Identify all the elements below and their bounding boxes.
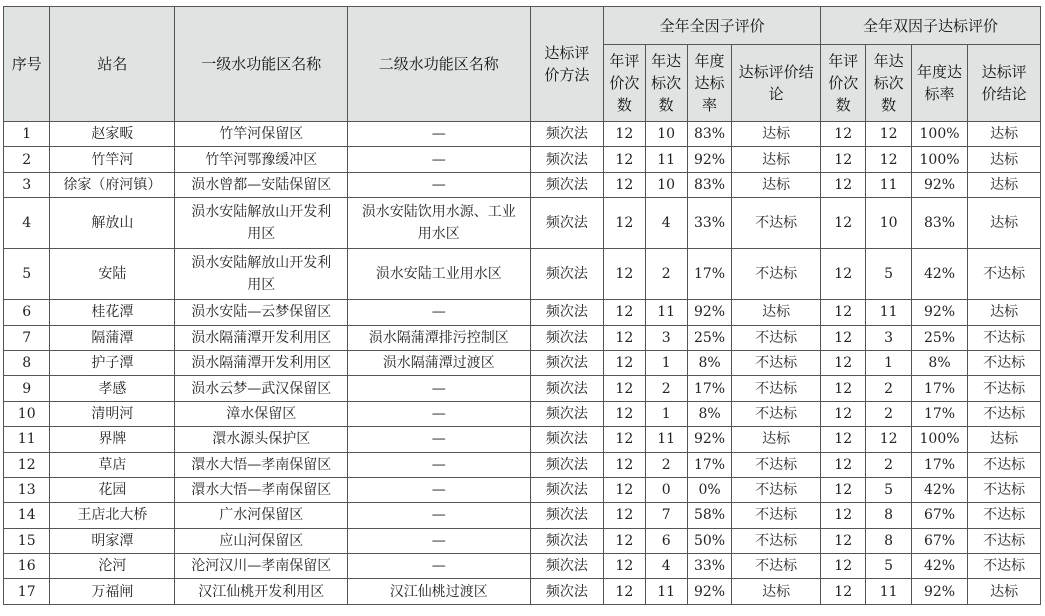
table-row [4,350,1041,375]
cell-all-pass-count: 0 [645,477,687,502]
cell-dual-pass-count: 2 [866,452,911,477]
table-row [4,503,1041,528]
cell-dual-eval-count: 12 [821,249,866,300]
cell-dual-eval-count: 12 [821,427,866,452]
cell-all-eval-count: 12 [604,528,645,553]
table-row [4,528,1041,553]
cell-all-pass-rate: 17% [687,452,731,477]
cell-all-conclusion: 不达标 [732,554,821,579]
table-container [3,6,1041,605]
cell-zone1: 沦河汉川—孝南保留区 [175,554,347,579]
cell-index: 6 [4,300,50,325]
cell-index: 13 [4,477,50,502]
cell-station: 赵家畈 [50,122,175,147]
cell-all-conclusion: 达标 [732,427,821,452]
cell-all-eval-count: 12 [604,477,645,502]
cell-dual-pass-count: 3 [866,325,911,350]
table-row [4,452,1041,477]
header-dual-eval-count: 年评 价次 数 [821,45,866,122]
cell-dual-pass-count: 5 [866,554,911,579]
cell-all-pass-count: 1 [645,401,687,426]
cell-zone2: — [347,427,530,452]
cell-dual-pass-count: 1 [866,350,911,375]
cell-all-pass-rate: 83% [687,172,731,197]
cell-dual-eval-count: 12 [821,198,866,249]
cell-all-eval-count: 12 [604,147,645,172]
cell-dual-pass-rate: 17% [911,452,967,477]
cell-station: 解放山 [50,198,175,249]
cell-all-pass-rate: 58% [687,503,731,528]
cell-station: 护子潭 [50,350,175,375]
cell-dual-pass-count: 11 [866,579,911,604]
cell-all-conclusion: 不达标 [732,350,821,375]
cell-zone1: 竹竿河鄂豫缓冲区 [175,147,347,172]
cell-method: 频次法 [530,249,604,300]
cell-dual-conclusion: 达标 [968,427,1041,452]
header-all-pass-rate: 年度 达标 率 [687,45,731,122]
cell-all-pass-count: 11 [645,147,687,172]
cell-dual-eval-count: 12 [821,300,866,325]
cell-all-pass-count: 7 [645,503,687,528]
cell-all-pass-count: 1 [645,350,687,375]
header-index: 序号 [4,7,50,122]
table-row [4,147,1041,172]
cell-dual-pass-count: 12 [866,122,911,147]
cell-dual-eval-count: 12 [821,401,866,426]
cell-all-eval-count: 12 [604,452,645,477]
cell-all-conclusion: 达标 [732,172,821,197]
cell-zone1: 涢水隔蒲潭开发利用区 [175,350,347,375]
cell-index: 7 [4,325,50,350]
cell-station: 沦河 [50,554,175,579]
cell-all-conclusion: 不达标 [732,477,821,502]
cell-all-pass-count: 2 [645,376,687,401]
cell-all-conclusion: 达标 [732,579,821,604]
table-row [4,249,1041,300]
cell-method: 频次法 [530,401,604,426]
header-all-pass-count: 年达 标次 数 [645,45,687,122]
cell-zone2: 涢水安陆工业用水区 [347,249,530,300]
table-row [4,300,1041,325]
cell-station: 明家潭 [50,528,175,553]
cell-all-eval-count: 12 [604,249,645,300]
cell-index: 15 [4,528,50,553]
cell-dual-pass-count: 5 [866,249,911,300]
cell-zone1: 澴水大悟—孝南保留区 [175,452,347,477]
cell-all-eval-count: 12 [604,503,645,528]
cell-method: 频次法 [530,376,604,401]
cell-dual-pass-count: 12 [866,427,911,452]
cell-zone1: 涢水隔蒲潭开发利用区 [175,325,347,350]
cell-index: 5 [4,249,50,300]
cell-zone1: 广水河保留区 [175,503,347,528]
cell-method: 频次法 [530,554,604,579]
cell-dual-conclusion: 达标 [968,172,1041,197]
table-row [4,376,1041,401]
cell-all-pass-count: 11 [645,427,687,452]
cell-index: 1 [4,122,50,147]
table-row [4,198,1041,249]
table-row [4,122,1041,147]
cell-method: 频次法 [530,528,604,553]
cell-station: 徐家（府河镇） [50,172,175,197]
cell-dual-conclusion: 达标 [968,579,1041,604]
cell-index: 9 [4,376,50,401]
cell-dual-pass-rate: 25% [911,325,967,350]
cell-dual-conclusion: 达标 [968,122,1041,147]
cell-dual-pass-rate: 42% [911,249,967,300]
cell-all-pass-rate: 33% [687,554,731,579]
cell-all-conclusion: 不达标 [732,325,821,350]
cell-dual-pass-rate: 67% [911,528,967,553]
cell-dual-eval-count: 12 [821,172,866,197]
cell-dual-conclusion: 不达标 [968,477,1041,502]
cell-all-pass-rate: 8% [687,401,731,426]
cell-dual-eval-count: 12 [821,376,866,401]
cell-all-eval-count: 12 [604,401,645,426]
cell-dual-pass-rate: 92% [911,300,967,325]
cell-dual-eval-count: 12 [821,554,866,579]
cell-zone2: 涢水隔蒲潭排污控制区 [347,325,530,350]
cell-dual-eval-count: 12 [821,350,866,375]
table-row [4,477,1041,502]
cell-dual-conclusion: 不达标 [968,249,1041,300]
cell-zone2: 涢水隔蒲潭过渡区 [347,350,530,375]
cell-all-pass-rate: 33% [687,198,731,249]
cell-all-pass-rate: 50% [687,528,731,553]
cell-station: 竹竿河 [50,147,175,172]
cell-zone2: — [347,401,530,426]
cell-dual-pass-count: 2 [866,376,911,401]
cell-dual-pass-rate: 100% [911,427,967,452]
cell-all-conclusion: 不达标 [732,401,821,426]
cell-all-eval-count: 12 [604,376,645,401]
cell-zone2: — [347,147,530,172]
cell-all-eval-count: 12 [604,122,645,147]
cell-all-pass-rate: 17% [687,249,731,300]
cell-method: 频次法 [530,427,604,452]
cell-all-eval-count: 12 [604,427,645,452]
cell-dual-pass-count: 10 [866,198,911,249]
header-dual-pass-count: 年达 标次 数 [866,45,911,122]
cell-all-pass-count: 2 [645,249,687,300]
cell-dual-eval-count: 12 [821,579,866,604]
cell-dual-conclusion: 不达标 [968,401,1041,426]
cell-zone2: — [347,300,530,325]
cell-station: 界牌 [50,427,175,452]
cell-index: 8 [4,350,50,375]
table-row [4,172,1041,197]
cell-dual-conclusion: 达标 [968,198,1041,249]
cell-zone1: 漳水保留区 [175,401,347,426]
table-row [4,427,1041,452]
cell-station: 清明河 [50,401,175,426]
cell-dual-eval-count: 12 [821,147,866,172]
cell-zone1: 汉江仙桃开发利用区 [175,579,347,604]
cell-station: 草店 [50,452,175,477]
cell-all-pass-count: 3 [645,325,687,350]
cell-zone2: 涢水安陆饮用水源、工业 用水区 [347,198,530,249]
cell-all-eval-count: 12 [604,325,645,350]
cell-zone2: — [347,554,530,579]
cell-index: 10 [4,401,50,426]
header-all-eval-count: 年评 价次 数 [604,45,645,122]
cell-all-pass-count: 10 [645,172,687,197]
cell-dual-pass-rate: 8% [911,350,967,375]
cell-all-pass-count: 4 [645,198,687,249]
cell-zone2: — [347,376,530,401]
cell-dual-conclusion: 不达标 [968,528,1041,553]
cell-index: 4 [4,198,50,249]
cell-all-conclusion: 不达标 [732,528,821,553]
cell-zone1: 应山河保留区 [175,528,347,553]
header-dual-conclusion: 达标评 价结论 [968,45,1041,122]
cell-dual-pass-rate: 100% [911,122,967,147]
cell-dual-pass-rate: 42% [911,554,967,579]
water-quality-table [3,6,1041,605]
cell-zone1: 涢水安陆—云梦保留区 [175,300,347,325]
cell-all-conclusion: 达标 [732,147,821,172]
cell-zone2: — [347,503,530,528]
cell-method: 频次法 [530,198,604,249]
cell-zone2: — [347,477,530,502]
cell-method: 频次法 [530,350,604,375]
cell-dual-conclusion: 达标 [968,300,1041,325]
cell-zone2: — [347,528,530,553]
cell-zone1: 澴水大悟—孝南保留区 [175,477,347,502]
cell-all-eval-count: 12 [604,554,645,579]
cell-method: 频次法 [530,579,604,604]
cell-all-pass-count: 10 [645,122,687,147]
cell-zone1: 涢水曾都—安陆保留区 [175,172,347,197]
cell-zone1: 竹竿河保留区 [175,122,347,147]
header-dual-pass-rate: 年度达 标率 [911,45,967,122]
cell-method: 频次法 [530,503,604,528]
cell-station: 隔蒲潭 [50,325,175,350]
cell-dual-conclusion: 不达标 [968,325,1041,350]
cell-method: 频次法 [530,452,604,477]
cell-method: 频次法 [530,325,604,350]
cell-dual-eval-count: 12 [821,503,866,528]
cell-index: 17 [4,579,50,604]
cell-dual-eval-count: 12 [821,452,866,477]
cell-zone1: 澴水源头保护区 [175,427,347,452]
cell-dual-eval-count: 12 [821,528,866,553]
cell-index: 11 [4,427,50,452]
header-zone2: 二级水功能区名称 [347,7,530,122]
cell-all-eval-count: 12 [604,300,645,325]
cell-all-conclusion: 不达标 [732,503,821,528]
cell-index: 3 [4,172,50,197]
cell-all-pass-rate: 17% [687,376,731,401]
header-all-conclusion: 达标评价结 论 [732,45,821,122]
cell-index: 14 [4,503,50,528]
header-zone1: 一级水功能区名称 [175,7,347,122]
cell-dual-eval-count: 12 [821,325,866,350]
cell-dual-pass-rate: 83% [911,198,967,249]
cell-dual-conclusion: 不达标 [968,350,1041,375]
cell-all-pass-count: 11 [645,300,687,325]
cell-method: 频次法 [530,300,604,325]
cell-all-conclusion: 达标 [732,122,821,147]
cell-dual-pass-count: 12 [866,147,911,172]
cell-all-pass-rate: 0% [687,477,731,502]
cell-dual-pass-count: 11 [866,300,911,325]
cell-all-pass-count: 11 [645,579,687,604]
cell-dual-pass-count: 11 [866,172,911,197]
cell-index: 2 [4,147,50,172]
cell-all-conclusion: 不达标 [732,376,821,401]
cell-all-pass-rate: 25% [687,325,731,350]
table-row [4,325,1041,350]
cell-dual-pass-rate: 67% [911,503,967,528]
cell-all-pass-rate: 92% [687,427,731,452]
table-row [4,401,1041,426]
cell-all-pass-rate: 8% [687,350,731,375]
cell-dual-pass-rate: 100% [911,147,967,172]
cell-index: 16 [4,554,50,579]
cell-dual-conclusion: 达标 [968,147,1041,172]
cell-station: 花园 [50,477,175,502]
cell-zone1: 涢水安陆解放山开发利 用区 [175,249,347,300]
cell-all-eval-count: 12 [604,350,645,375]
cell-dual-pass-count: 8 [866,528,911,553]
cell-all-pass-count: 4 [645,554,687,579]
cell-all-conclusion: 不达标 [732,198,821,249]
cell-dual-pass-rate: 42% [911,477,967,502]
table-body [4,122,1041,605]
cell-method: 频次法 [530,477,604,502]
cell-all-conclusion: 不达标 [732,452,821,477]
cell-zone1: 涢水安陆解放山开发利 用区 [175,198,347,249]
cell-all-pass-rate: 92% [687,300,731,325]
header-group-dual-factor: 全年双因子达标评价 [821,7,1041,45]
cell-dual-pass-rate: 17% [911,401,967,426]
cell-dual-pass-count: 5 [866,477,911,502]
cell-dual-conclusion: 不达标 [968,376,1041,401]
cell-all-eval-count: 12 [604,198,645,249]
cell-dual-pass-rate: 92% [911,579,967,604]
cell-dual-pass-count: 2 [866,401,911,426]
cell-all-pass-count: 6 [645,528,687,553]
cell-all-pass-rate: 92% [687,579,731,604]
header-station: 站名 [50,7,175,122]
cell-station: 孝感 [50,376,175,401]
cell-dual-eval-count: 12 [821,477,866,502]
cell-method: 频次法 [530,122,604,147]
cell-dual-pass-rate: 17% [911,376,967,401]
cell-index: 12 [4,452,50,477]
header-method: 达标评 价方法 [530,7,604,122]
cell-all-pass-rate: 92% [687,147,731,172]
cell-station: 万福闸 [50,579,175,604]
cell-zone2: — [347,172,530,197]
cell-dual-eval-count: 12 [821,122,866,147]
cell-zone2: — [347,452,530,477]
cell-station: 王店北大桥 [50,503,175,528]
cell-zone2: 汉江仙桃过渡区 [347,579,530,604]
cell-dual-conclusion: 不达标 [968,503,1041,528]
cell-all-pass-count: 2 [645,452,687,477]
cell-zone1: 涢水云梦—武汉保留区 [175,376,347,401]
cell-all-pass-rate: 83% [687,122,731,147]
table-row [4,554,1041,579]
cell-all-conclusion: 不达标 [732,249,821,300]
cell-dual-conclusion: 不达标 [968,452,1041,477]
cell-method: 频次法 [530,147,604,172]
cell-all-eval-count: 12 [604,172,645,197]
cell-method: 频次法 [530,172,604,197]
cell-dual-pass-count: 8 [866,503,911,528]
table-row [4,579,1041,604]
header-group-all-factor: 全年全因子评价 [604,7,821,45]
cell-all-eval-count: 12 [604,579,645,604]
cell-station: 桂花潭 [50,300,175,325]
cell-dual-conclusion: 不达标 [968,554,1041,579]
cell-all-conclusion: 达标 [732,300,821,325]
cell-zone2: — [347,122,530,147]
cell-dual-pass-rate: 92% [911,172,967,197]
cell-station: 安陆 [50,249,175,300]
